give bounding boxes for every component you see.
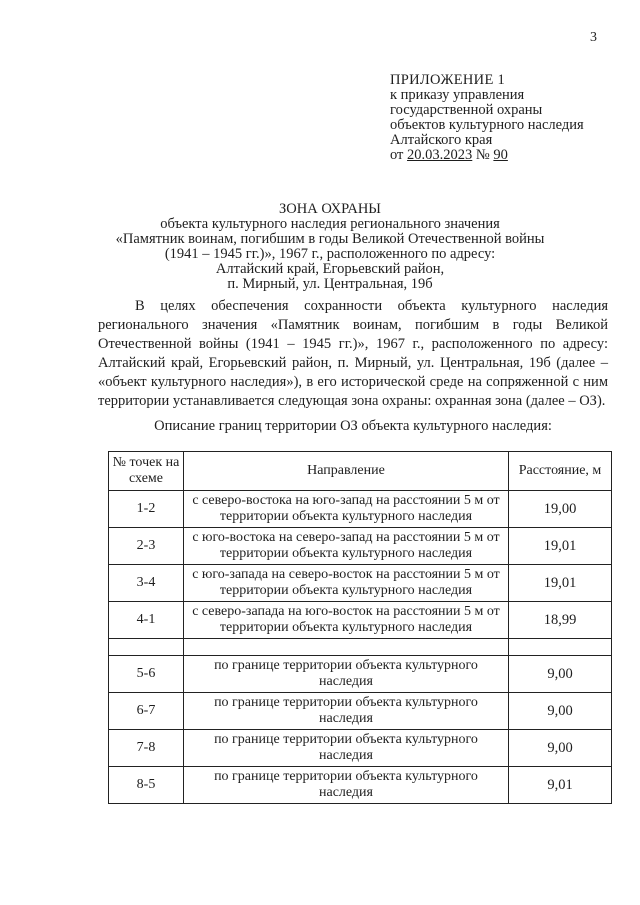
empty-cell bbox=[109, 639, 184, 656]
appendix-title: ПРИЛОЖЕНИЕ 1 bbox=[390, 72, 506, 88]
zone-line: Алтайский край, Егорьевский район, bbox=[215, 261, 445, 277]
appendix-block bbox=[390, 73, 620, 163]
cell-distance: 9,00 bbox=[509, 656, 612, 693]
cell-points: 3-4 bbox=[109, 565, 184, 602]
zone-line: (1941 – 1945 гг.)», 1967 г., расположенного по адресу: bbox=[164, 246, 496, 262]
table-row bbox=[109, 491, 612, 528]
appendix-date-line bbox=[390, 148, 620, 163]
body-paragraph: В целях обеспечения сохранности объекта культурного наследия регионального значения «Памятник воинам, погибшим в годы Великой Отечественной войны (1941 – 1945 гг.)», 1967 г., расположенного по адресу: Алтайский край, Егорьевский район, п. Мирный, ул. Центральная, 19б (далее – «объект культурного наследия»), в его исторической среде на сопряженной с ним территории устанавливается следующая зона охраны: охранная зона (далее – ОЗ). bbox=[98, 298, 608, 409]
order-date: 20.03.2023 bbox=[407, 147, 473, 163]
appendix-line: Алтайского края bbox=[390, 132, 493, 148]
table-row bbox=[109, 767, 612, 804]
table-row bbox=[109, 565, 612, 602]
empty-cell bbox=[509, 639, 612, 656]
page-number: 3 bbox=[590, 30, 597, 45]
table-caption: Описание границ территории ОЗ объекта культурного наследия: bbox=[154, 418, 552, 434]
appendix-line: объектов культурного наследия bbox=[390, 117, 584, 133]
table-header-row bbox=[109, 452, 612, 491]
zone-title: ЗОНА ОХРАНЫ bbox=[279, 201, 381, 217]
table-separator-row bbox=[109, 639, 612, 656]
cell-distance: 19,00 bbox=[509, 491, 612, 528]
number-prefix: № bbox=[475, 147, 490, 163]
order-number: 90 bbox=[493, 147, 508, 163]
zone-line: п. Мирный, ул. Центральная, 19б bbox=[227, 276, 433, 292]
zone-line: «Памятник воинам, погибшим в годы Великой Отечественной войны bbox=[115, 231, 545, 247]
appendix-line: государственной охраны bbox=[390, 102, 543, 118]
cell-distance: 9,00 bbox=[509, 693, 612, 730]
header-points: № точек на схеме bbox=[109, 452, 184, 491]
table-row bbox=[109, 602, 612, 639]
cell-points: 4-1 bbox=[109, 602, 184, 639]
cell-direction: с юго-востока на северо-запад на расстоянии 5 м от территории объекта культурного наследия bbox=[184, 528, 509, 565]
cell-points: 1-2 bbox=[109, 491, 184, 528]
cell-direction: по границе территории объекта культурного наследия bbox=[184, 693, 509, 730]
date-prefix: от bbox=[390, 147, 404, 163]
table-row bbox=[109, 656, 612, 693]
cell-distance: 9,00 bbox=[509, 730, 612, 767]
cell-direction: по границе территории объекта культурного наследия bbox=[184, 730, 509, 767]
cell-distance: 19,01 bbox=[509, 528, 612, 565]
zone-heading bbox=[80, 202, 580, 292]
table-row bbox=[109, 693, 612, 730]
cell-direction: по границе территории объекта культурного наследия bbox=[184, 767, 509, 804]
cell-points: 8-5 bbox=[109, 767, 184, 804]
table-row bbox=[109, 730, 612, 767]
header-direction: Направление bbox=[184, 452, 509, 491]
boundary-table bbox=[108, 451, 612, 804]
cell-direction: с северо-востока на юго-запад на расстоянии 5 м от территории объекта культурного наследия bbox=[184, 491, 509, 528]
cell-points: 7-8 bbox=[109, 730, 184, 767]
cell-direction: по границе территории объекта культурного наследия bbox=[184, 656, 509, 693]
cell-direction: с северо-запада на юго-восток на расстоянии 5 м от территории объекта культурного наследия bbox=[184, 602, 509, 639]
cell-points: 2-3 bbox=[109, 528, 184, 565]
cell-distance: 18,99 bbox=[509, 602, 612, 639]
zone-line: объекта культурного наследия регионального значения bbox=[160, 216, 500, 232]
table-row bbox=[109, 528, 612, 565]
appendix-line: к приказу управления bbox=[390, 87, 525, 103]
header-distance: Расстояние, м bbox=[509, 452, 612, 491]
empty-cell bbox=[184, 639, 509, 656]
cell-points: 6-7 bbox=[109, 693, 184, 730]
cell-direction: с юго-запада на северо-восток на расстоянии 5 м от территории объекта культурного наследия bbox=[184, 565, 509, 602]
cell-distance: 19,01 bbox=[509, 565, 612, 602]
cell-distance: 9,01 bbox=[509, 767, 612, 804]
cell-points: 5-6 bbox=[109, 656, 184, 693]
